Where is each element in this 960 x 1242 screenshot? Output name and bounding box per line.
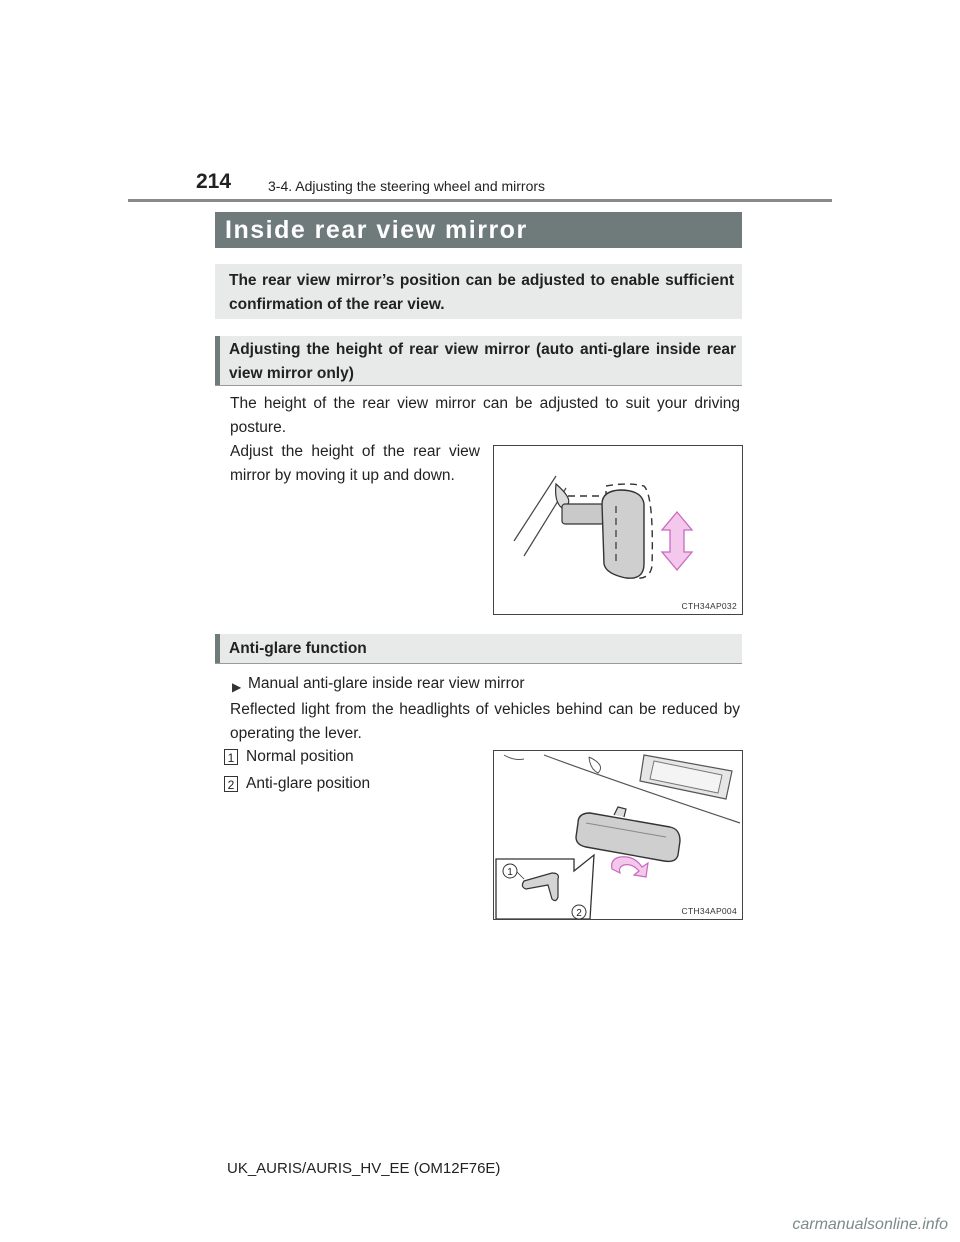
item-number-2: 2: [224, 776, 238, 792]
item-label-normal: Normal position: [246, 748, 354, 765]
watermark: carmanualsonline.info: [792, 1216, 948, 1233]
footer-model-code: UK_AURIS/AURIS_HV_EE (OM12F76E): [227, 1160, 501, 1177]
page-title: Inside rear view mirror: [225, 216, 528, 244]
anti-glare-heading-marker: [215, 634, 220, 664]
header-divider: [128, 199, 832, 202]
figure-code: CTH34AP004: [681, 906, 737, 916]
mirror-height-illustration: [494, 446, 742, 614]
section-heading-anti-glare: Anti-glare function: [229, 640, 367, 657]
anti-glare-figure: [493, 750, 743, 920]
svg-text:2: 2: [576, 908, 582, 919]
anti-glare-description: Reflected light from the headlights of vehicles behind can be reduced by operating the lever.: [230, 701, 740, 742]
svg-text:1: 1: [507, 867, 513, 878]
section-heading-marker: [215, 336, 220, 386]
height-instruction: Adjust the height of the rear view mirror by moving it up and down.: [230, 443, 480, 484]
mirror-height-figure: [493, 445, 743, 615]
bullet-manual-anti-glare: Manual anti-glare inside rear view mirror: [248, 675, 525, 692]
item-label-anti-glare: Anti-glare position: [246, 775, 371, 792]
intro-text: The rear view mirror’s position can be adjusted to enable sufficient confirmation of the rear view.: [229, 272, 734, 313]
anti-glare-heading-rule: [215, 663, 742, 664]
figure-code: CTH34AP032: [681, 601, 737, 611]
bullet-triangle-icon: ▶: [232, 680, 242, 694]
section-heading-height: Adjusting the height of rear view mirror (auto anti-glare inside rear view mirror only): [229, 341, 736, 382]
height-description: The height of the rear view mirror can be adjusted to suit your driving posture.: [230, 395, 740, 436]
page-number: 214: [196, 170, 232, 193]
section-heading-rule: [215, 385, 742, 386]
item-number-1: 1: [224, 749, 238, 765]
chapter-heading: 3-4. Adjusting the steering wheel and mirrors: [268, 178, 546, 194]
anti-glare-illustration: [494, 751, 742, 919]
